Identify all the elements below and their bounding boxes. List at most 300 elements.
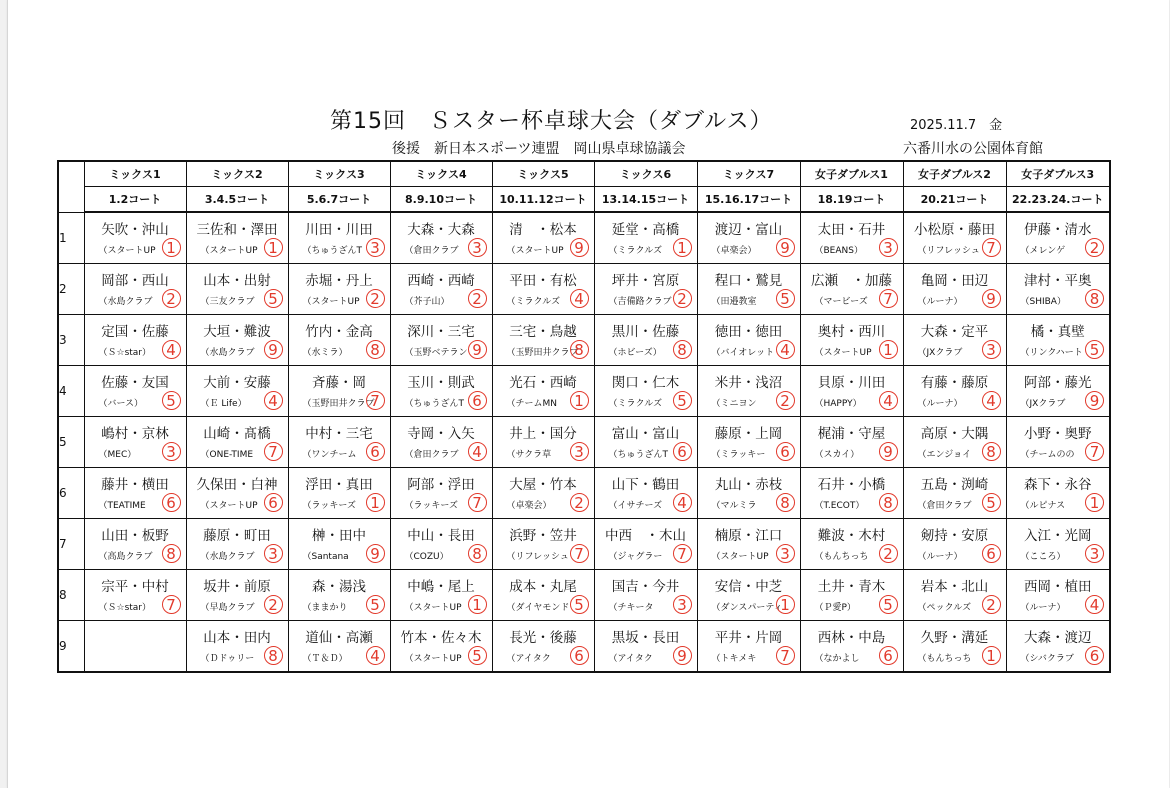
club-name: （Ｐ愛P） bbox=[814, 603, 856, 613]
pair-names: 大森・定平 bbox=[920, 324, 989, 340]
club-name: （ペックルズ bbox=[917, 603, 971, 613]
rank-circle: 8 bbox=[982, 442, 1001, 461]
pair-cell bbox=[594, 468, 697, 519]
pair-cell bbox=[800, 264, 903, 315]
club-name: （ルーナ） bbox=[1020, 603, 1066, 613]
club-name: （エンジョイ bbox=[917, 450, 972, 460]
club-name: （ミラクルズ bbox=[608, 399, 662, 409]
rank-circle: 7 bbox=[264, 442, 283, 461]
table-row bbox=[58, 264, 1110, 315]
club-name: （T.ECOT） bbox=[814, 501, 865, 511]
club-name: （倉田クラブ bbox=[917, 501, 972, 511]
club-name: （Ｅ Life） bbox=[200, 399, 247, 409]
row-number: 8 bbox=[58, 570, 84, 621]
rank-circle: 4 bbox=[776, 340, 795, 359]
court-header: 5.6.7コート bbox=[288, 187, 390, 213]
pair-names: 関口・仁木 bbox=[611, 375, 680, 391]
pair-names: 成本・丸尾 bbox=[509, 579, 577, 595]
pair-names: 赤堀・丹上 bbox=[305, 273, 373, 289]
pair-cell bbox=[903, 315, 1006, 366]
rank-circle: 6 bbox=[162, 493, 181, 512]
corner-cell bbox=[58, 161, 84, 212]
pair-names: 川田・川田 bbox=[305, 222, 373, 238]
rank-circle: 8 bbox=[366, 340, 385, 359]
club-name: （三友クラブ bbox=[200, 297, 255, 307]
rank-circle: 2 bbox=[264, 595, 283, 614]
pair-names: 浜野・笠井 bbox=[509, 528, 577, 544]
rank-circle: 9 bbox=[776, 238, 795, 257]
rank-circle: 8 bbox=[570, 340, 589, 359]
club-name: （イサチーズ bbox=[608, 501, 663, 511]
pair-names: 国吉・今井 bbox=[611, 579, 680, 595]
club-name: （ルピナス bbox=[1020, 501, 1066, 511]
pair-cell bbox=[594, 366, 697, 417]
pair-cell bbox=[186, 315, 288, 366]
pair-cell bbox=[697, 519, 800, 570]
pair-cell bbox=[492, 264, 594, 315]
table-row bbox=[58, 621, 1110, 673]
rank-circle: 4 bbox=[982, 391, 1001, 410]
club-name: （玉野田井クラブ bbox=[506, 348, 579, 358]
event-header: ミックス6 bbox=[594, 161, 697, 187]
pair-cell bbox=[84, 417, 186, 468]
rank-circle: 4 bbox=[1085, 595, 1104, 614]
club-name: （スタートUP bbox=[404, 603, 462, 613]
pair-cell bbox=[903, 212, 1006, 264]
pair-names: 高原・大隅 bbox=[920, 426, 989, 442]
pair-cell bbox=[84, 570, 186, 621]
club-name: （SHIBA） bbox=[1020, 297, 1066, 307]
club-name: （シバクラブ bbox=[1020, 654, 1074, 664]
pair-names: 広瀬 ・加藤 bbox=[811, 273, 892, 289]
rank-circle: 2 bbox=[570, 493, 589, 512]
club-name: （ラッキーズ bbox=[302, 501, 356, 511]
club-name: （玉野田井クラブ bbox=[302, 399, 375, 409]
rank-circle: 3 bbox=[776, 544, 795, 563]
rank-circle: 6 bbox=[879, 646, 898, 665]
pair-names: 藤原・町田 bbox=[203, 528, 271, 544]
rank-circle: 4 bbox=[879, 391, 898, 410]
rank-circle: 9 bbox=[366, 544, 385, 563]
table-row bbox=[58, 570, 1110, 621]
rank-circle: 5 bbox=[162, 391, 181, 410]
club-name: （ミラクルズ bbox=[608, 246, 662, 256]
pair-names: 平井・片岡 bbox=[714, 630, 783, 646]
pair-names: 山崎・髙橋 bbox=[203, 426, 271, 442]
pair-names: 久保田・白神 bbox=[196, 477, 278, 493]
pair-names: 道仙・高瀬 bbox=[305, 630, 373, 646]
pair-names: 平田・有松 bbox=[509, 273, 577, 289]
sponsor-line: 後援 新日本スポーツ連盟 岡山県卓球協議会 bbox=[392, 141, 686, 157]
pair-cell bbox=[903, 519, 1006, 570]
rank-circle: 9 bbox=[879, 442, 898, 461]
club-name: （ミラクルズ bbox=[506, 297, 560, 307]
club-name: （卓楽会） bbox=[506, 501, 552, 511]
pair-cell bbox=[186, 212, 288, 264]
draw-table bbox=[57, 160, 1111, 673]
rank-circle: 5 bbox=[673, 391, 692, 410]
pair-cell bbox=[390, 212, 492, 264]
pair-cell bbox=[186, 519, 288, 570]
pair-cell bbox=[186, 366, 288, 417]
pair-cell bbox=[594, 315, 697, 366]
club-name: （バース） bbox=[98, 399, 144, 409]
event-header: 女子ダブルス3 bbox=[1006, 161, 1110, 187]
pair-cell bbox=[84, 212, 186, 264]
pair-cell bbox=[594, 417, 697, 468]
pair-cell bbox=[697, 468, 800, 519]
club-name: （水島クラブ bbox=[98, 297, 153, 307]
rank-circle: 3 bbox=[673, 595, 692, 614]
rank-circle: 2 bbox=[879, 544, 898, 563]
rank-circle: 6 bbox=[776, 442, 795, 461]
event-header: 女子ダブルス2 bbox=[903, 161, 1006, 187]
club-name: （JXクラブ bbox=[1020, 399, 1066, 409]
club-name: （ミラッキー bbox=[711, 450, 766, 460]
club-name: （BEANS） bbox=[814, 246, 863, 256]
rank-circle: 3 bbox=[264, 544, 283, 563]
rank-circle: 9 bbox=[468, 340, 487, 359]
club-name: （Ｄドゥリー bbox=[200, 654, 255, 664]
pair-cell bbox=[1006, 366, 1110, 417]
club-name: （ルーナ） bbox=[917, 552, 963, 562]
club-name: （ジャグラー bbox=[608, 552, 663, 562]
club-name: （スタートUP bbox=[200, 501, 258, 511]
rank-circle: 1 bbox=[982, 646, 1001, 665]
pair-names: 定国・佐藤 bbox=[101, 324, 169, 340]
club-name: （Ｓ☆star） bbox=[98, 348, 152, 358]
pair-names: 有藤・藤原 bbox=[920, 375, 989, 391]
pair-cell bbox=[186, 417, 288, 468]
pair-cell bbox=[1006, 570, 1110, 621]
rank-circle: 6 bbox=[673, 442, 692, 461]
rank-circle: 5 bbox=[879, 595, 898, 614]
pair-cell bbox=[903, 417, 1006, 468]
rank-circle: 4 bbox=[264, 391, 283, 410]
pair-names: 久野・溝延 bbox=[920, 630, 989, 646]
rank-circle: 7 bbox=[162, 595, 181, 614]
rank-circle: 2 bbox=[162, 289, 181, 308]
pair-names: 坪井・宮原 bbox=[611, 273, 680, 289]
club-name: （倉田クラブ bbox=[404, 246, 459, 256]
pair-cell bbox=[390, 621, 492, 673]
rank-circle: 9 bbox=[570, 238, 589, 257]
pair-cell bbox=[390, 264, 492, 315]
pair-cell bbox=[903, 468, 1006, 519]
pair-cell bbox=[390, 315, 492, 366]
rank-circle: 2 bbox=[673, 289, 692, 308]
club-name: （スカイ） bbox=[814, 450, 860, 460]
rank-circle: 1 bbox=[1085, 493, 1104, 512]
court-header: 20.21コート bbox=[903, 187, 1006, 213]
club-name: （スタートUP bbox=[200, 246, 258, 256]
event-header: ミックス1 bbox=[84, 161, 186, 187]
pair-cell bbox=[84, 315, 186, 366]
club-name: （ダンスパーティ bbox=[711, 603, 783, 613]
court-header: 1.2コート bbox=[84, 187, 186, 213]
rank-circle: 2 bbox=[468, 289, 487, 308]
club-name: （ちゅうざんT bbox=[608, 450, 668, 460]
pair-cell bbox=[288, 366, 390, 417]
rank-circle: 5 bbox=[982, 493, 1001, 512]
rank-circle: 4 bbox=[570, 289, 589, 308]
club-name: （サクラ草 bbox=[506, 450, 552, 460]
rank-circle: 2 bbox=[982, 595, 1001, 614]
club-name: （こころ） bbox=[1020, 552, 1066, 562]
pair-names: 藤原・上岡 bbox=[714, 426, 783, 442]
pair-names: 土井・青木 bbox=[817, 579, 886, 595]
rank-circle: 7 bbox=[673, 544, 692, 563]
pair-cell bbox=[697, 264, 800, 315]
club-name: （水ミラ） bbox=[302, 348, 348, 358]
pair-cell bbox=[1006, 621, 1110, 673]
pair-names: 玉川・則武 bbox=[407, 375, 475, 391]
pair-names: 黒川・佐藤 bbox=[611, 324, 680, 340]
rank-circle: 5 bbox=[264, 289, 283, 308]
club-name: （マルミラ bbox=[711, 501, 757, 511]
club-name: （スタートUP bbox=[98, 246, 156, 256]
pair-cell bbox=[1006, 468, 1110, 519]
pair-names: 梶浦・守屋 bbox=[817, 426, 886, 442]
rank-circle: 1 bbox=[879, 340, 898, 359]
venue-name: 六番川水の公園体育館 bbox=[903, 141, 1043, 157]
pair-names: 大垣・難波 bbox=[203, 324, 271, 340]
pair-cell bbox=[492, 417, 594, 468]
court-header: 10.11.12コート bbox=[492, 187, 594, 213]
rank-circle: 2 bbox=[776, 391, 795, 410]
club-name: （芥子山） bbox=[404, 297, 450, 307]
rank-circle: 7 bbox=[468, 493, 487, 512]
pair-names: 岩本・北山 bbox=[920, 579, 989, 595]
pair-names: 中村・三宅 bbox=[305, 426, 373, 442]
pair-names: 清 ・松本 bbox=[509, 222, 577, 238]
pair-names: 長光・後藤 bbox=[509, 630, 577, 646]
club-name: （MEC） bbox=[98, 450, 137, 460]
pair-cell bbox=[800, 315, 903, 366]
pair-names: 榊・田中 bbox=[312, 528, 366, 544]
pair-names: 嶋村・京林 bbox=[101, 426, 169, 442]
pair-cell bbox=[594, 570, 697, 621]
pair-cell bbox=[800, 519, 903, 570]
court-header: 3.4.5コート bbox=[186, 187, 288, 213]
pair-names: 大前・安藤 bbox=[203, 375, 271, 391]
club-name: （ホビーズ） bbox=[608, 348, 662, 358]
pair-names: 山本・出射 bbox=[203, 273, 271, 289]
pair-names: 阿部・藤光 bbox=[1024, 375, 1092, 391]
pair-cell bbox=[697, 570, 800, 621]
row-number: 9 bbox=[58, 621, 84, 673]
rank-circle: 1 bbox=[570, 391, 589, 410]
pair-names: 西岡・植田 bbox=[1024, 579, 1092, 595]
club-name: （バイオレット bbox=[711, 348, 775, 358]
rank-circle: 8 bbox=[468, 544, 487, 563]
club-name: （チームのの bbox=[1020, 450, 1075, 460]
club-name: （吉備路クラブ bbox=[608, 297, 672, 307]
pair-cell bbox=[492, 366, 594, 417]
rank-circle: 1 bbox=[776, 595, 795, 614]
rank-circle: 5 bbox=[366, 595, 385, 614]
pair-names: 竹内・金高 bbox=[305, 324, 373, 340]
club-name: （ONE-TIME bbox=[200, 450, 254, 460]
club-name: （リンクハート bbox=[1020, 348, 1083, 358]
rank-circle: 7 bbox=[1085, 442, 1104, 461]
pair-cell bbox=[288, 315, 390, 366]
pair-cell bbox=[594, 264, 697, 315]
pair-names: 亀岡・田辺 bbox=[920, 273, 989, 289]
club-name: （早島クラブ bbox=[200, 603, 255, 613]
pair-names: 石井・小橋 bbox=[817, 477, 886, 493]
rank-circle: 3 bbox=[468, 238, 487, 257]
pair-names: 渡辺・富山 bbox=[714, 222, 783, 238]
event-header: ミックス2 bbox=[186, 161, 288, 187]
pair-cell bbox=[594, 212, 697, 264]
pair-names: 中嶋・尾上 bbox=[407, 579, 475, 595]
event-header: 女子ダブルス1 bbox=[800, 161, 903, 187]
rank-circle: 1 bbox=[162, 238, 181, 257]
rank-circle: 2 bbox=[366, 289, 385, 308]
pair-names: 大森・渡辺 bbox=[1024, 630, 1092, 646]
pair-cell bbox=[84, 264, 186, 315]
pair-names: 入江・光岡 bbox=[1024, 528, 1092, 544]
club-name: （スタートUP bbox=[814, 348, 872, 358]
pair-cell bbox=[800, 570, 903, 621]
rank-circle: 4 bbox=[162, 340, 181, 359]
pair-cell bbox=[697, 417, 800, 468]
pair-cell bbox=[1006, 519, 1110, 570]
pair-names: 貝原・川田 bbox=[817, 375, 886, 391]
rank-circle: 1 bbox=[468, 595, 487, 614]
row-number: 7 bbox=[58, 519, 84, 570]
rank-circle: 7 bbox=[776, 646, 795, 665]
court-header: 13.14.15コート bbox=[594, 187, 697, 213]
club-name: （Ｔ＆Ｄ） bbox=[302, 654, 348, 664]
club-name: （玉野ベテラン bbox=[404, 348, 468, 358]
pair-cell bbox=[903, 570, 1006, 621]
club-name: （チームMN bbox=[506, 399, 557, 409]
pair-cell bbox=[492, 212, 594, 264]
club-name: （Ｓ☆star） bbox=[98, 603, 152, 613]
club-name: （メレンゲ bbox=[1020, 246, 1066, 256]
table-row bbox=[58, 417, 1110, 468]
pair-cell bbox=[800, 621, 903, 673]
pair-names: 楠原・江口 bbox=[714, 528, 783, 544]
pair-names: 太田・石井 bbox=[817, 222, 886, 238]
rank-circle: 1 bbox=[673, 238, 692, 257]
club-name: （トキメキ bbox=[711, 654, 757, 664]
court-header: 15.16.17コート bbox=[697, 187, 800, 213]
rank-circle: 9 bbox=[982, 289, 1001, 308]
rank-circle: 3 bbox=[1085, 544, 1104, 563]
club-name: （ダイヤモンド bbox=[506, 603, 570, 613]
rank-circle: 6 bbox=[264, 493, 283, 512]
pair-names: 矢吹・沖山 bbox=[101, 222, 169, 238]
pair-cell bbox=[1006, 212, 1110, 264]
rank-circle: 5 bbox=[468, 646, 487, 665]
pair-names: 井上・国分 bbox=[509, 426, 577, 442]
pair-cell bbox=[903, 366, 1006, 417]
pair-cell bbox=[390, 417, 492, 468]
rank-circle: 6 bbox=[468, 391, 487, 410]
rank-circle: 9 bbox=[1085, 391, 1104, 410]
pair-cell bbox=[492, 570, 594, 621]
club-name: （水島クラブ bbox=[200, 552, 255, 562]
rank-circle: 4 bbox=[366, 646, 385, 665]
pair-cell bbox=[288, 417, 390, 468]
pair-names: 藤井・横田 bbox=[101, 477, 169, 493]
pair-cell bbox=[800, 366, 903, 417]
club-name: （TEATIME bbox=[98, 501, 146, 511]
club-name: （ルーナ） bbox=[917, 399, 963, 409]
pair-names: 西崎・西崎 bbox=[407, 273, 475, 289]
pair-cell bbox=[800, 212, 903, 264]
club-name: （アイタク bbox=[608, 654, 653, 664]
pair-names: 富山・富山 bbox=[611, 426, 680, 442]
club-name: （ワンチーム bbox=[302, 450, 357, 460]
pair-cell bbox=[1006, 264, 1110, 315]
pair-cell bbox=[84, 621, 186, 673]
event-header: ミックス5 bbox=[492, 161, 594, 187]
rank-circle: 5 bbox=[570, 595, 589, 614]
club-name: （倉田クラブ bbox=[404, 450, 459, 460]
club-name: （もんちっち bbox=[917, 654, 972, 664]
club-name: （ミニヨン bbox=[711, 399, 757, 409]
pair-names: 森下・永谷 bbox=[1024, 477, 1092, 493]
pair-cell bbox=[492, 621, 594, 673]
pair-cell bbox=[186, 468, 288, 519]
club-name: （HAPPY） bbox=[814, 399, 862, 409]
row-number: 1 bbox=[58, 212, 84, 264]
pair-names: 大屋・竹本 bbox=[509, 477, 577, 493]
pair-names: 橘・真壁 bbox=[1030, 324, 1085, 340]
pair-names: 五島・渕崎 bbox=[920, 477, 989, 493]
pair-cell bbox=[1006, 315, 1110, 366]
pair-cell bbox=[390, 468, 492, 519]
rank-circle: 1 bbox=[264, 238, 283, 257]
pair-cell bbox=[390, 366, 492, 417]
pair-names: 剱持・安原 bbox=[920, 528, 989, 544]
pair-cell bbox=[84, 519, 186, 570]
pair-cell bbox=[186, 621, 288, 673]
row-number: 2 bbox=[58, 264, 84, 315]
rank-circle: 8 bbox=[776, 493, 795, 512]
pair-names: 奥村・西川 bbox=[817, 324, 886, 340]
court-header-row bbox=[58, 187, 1110, 213]
pair-cell bbox=[390, 570, 492, 621]
pair-names: 深川・三宅 bbox=[407, 324, 475, 340]
pair-names: 阿部・浮田 bbox=[407, 477, 475, 493]
rank-circle: 5 bbox=[776, 289, 795, 308]
row-number: 4 bbox=[58, 366, 84, 417]
rank-circle: 3 bbox=[162, 442, 181, 461]
document-title: 第15回 Ｓスター杯卓球大会（ダブルス） bbox=[330, 109, 773, 134]
club-name: （なかよし bbox=[814, 654, 860, 664]
club-name: （チキータ bbox=[608, 603, 654, 613]
pair-names: 黒坂・長田 bbox=[611, 630, 680, 646]
pair-names: 延堂・高橋 bbox=[611, 222, 680, 238]
pair-names: 丸山・赤枝 bbox=[714, 477, 783, 493]
pair-names: 宗平・中村 bbox=[101, 579, 169, 595]
court-header: 8.9.10コート bbox=[390, 187, 492, 213]
table-row bbox=[58, 468, 1110, 519]
pair-cell bbox=[1006, 417, 1110, 468]
club-name: （もんちっち bbox=[814, 552, 869, 562]
pair-cell bbox=[697, 366, 800, 417]
pair-names: 三宅・鳥越 bbox=[509, 324, 577, 340]
pair-names: 森・湯浅 bbox=[312, 579, 366, 595]
rank-circle: 2 bbox=[1085, 238, 1104, 257]
rank-circle: 8 bbox=[673, 340, 692, 359]
club-name: （田邉教室 bbox=[711, 297, 757, 307]
